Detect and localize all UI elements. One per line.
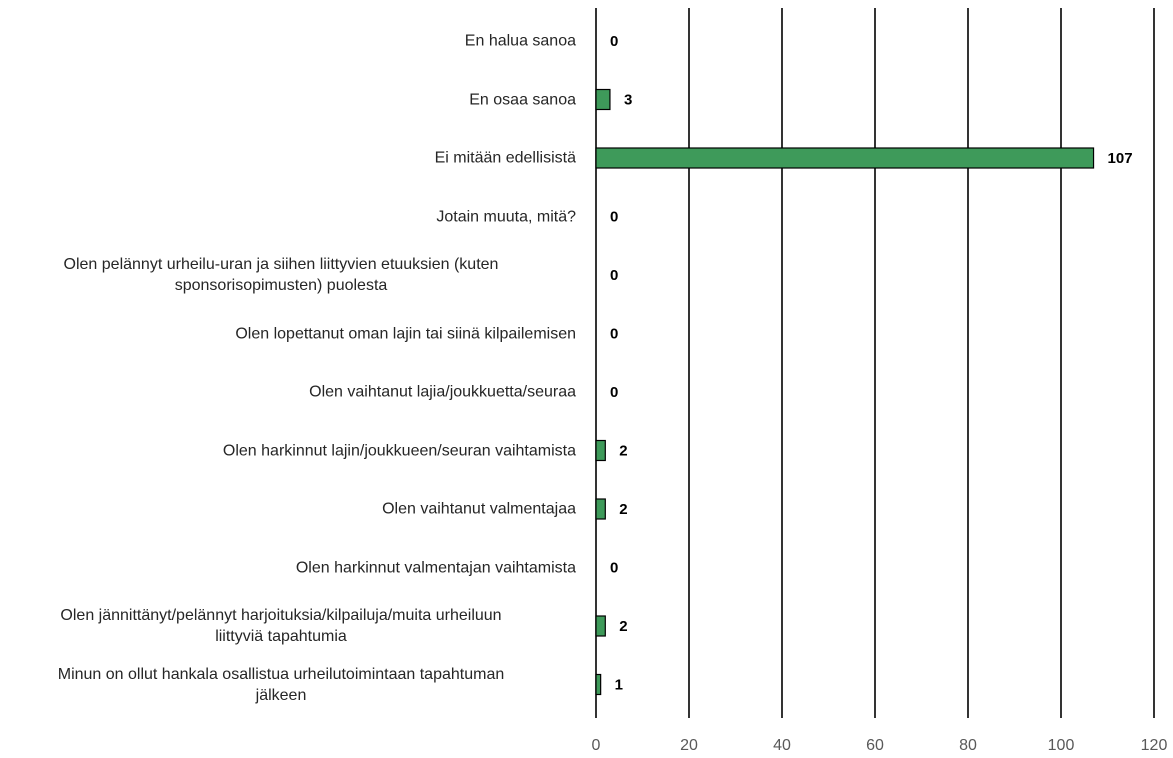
x-tick-label: 0 [591, 737, 601, 754]
category-label-line: Minun on ollut hankala osallistua urheilutoimintaan tapahtuman [57, 665, 505, 683]
category-label [0, 148, 576, 169]
gridlines [596, 8, 1154, 718]
category-label-line: sponsorisopimusten) puolesta [174, 277, 388, 294]
category-label [0, 440, 576, 461]
value-label: 0 [610, 325, 619, 343]
x-tick-label: 20 [680, 737, 698, 754]
value-label: 0 [610, 384, 619, 401]
category-label [0, 605, 576, 647]
category-label-line: liittyviä tapahtumia [215, 628, 347, 645]
category-label [0, 499, 576, 520]
category-label-line: Olen vaihtanut lajia/joukkuetta/seuraa [309, 383, 576, 401]
category-label [0, 254, 576, 296]
category-label-line: Olen jännittänyt/pelännyt harjoituksia/kilpailuja/muita urheiluun [60, 607, 502, 624]
value-label: 2 [619, 442, 628, 460]
value-label: 2 [619, 501, 628, 518]
category-label-line: Ei mitään edellisistä [434, 149, 576, 167]
value-label: 3 [623, 91, 633, 109]
category-label-line: jälkeen [255, 686, 307, 704]
bar [596, 675, 601, 695]
bar [596, 499, 605, 519]
category-label [0, 382, 576, 403]
bar [596, 441, 605, 461]
category-label-line: Olen harkinnut lajin/joukkueen/seuran vaihtamista [222, 442, 576, 459]
category-label-line: Olen harkinnut valmentajan vaihtamista [295, 559, 576, 576]
x-tick-label: 60 [866, 737, 884, 754]
bars [596, 90, 1094, 695]
bar [596, 148, 1094, 168]
value-label: 0 [610, 33, 619, 50]
category-label [0, 89, 576, 110]
category-label-line: Olen lopettanut oman lajin tai siinä kilpailemisen [235, 325, 576, 342]
x-tick-label: 100 [1047, 737, 1075, 754]
x-tick-label: 40 [773, 737, 791, 754]
bar [596, 616, 605, 636]
category-label-line: En halua sanoa [464, 32, 576, 50]
category-label [0, 664, 576, 706]
value-label: 2 [619, 618, 628, 635]
bar [596, 90, 610, 110]
category-label-line: En osaa sanoa [469, 91, 576, 108]
value-label: 0 [610, 559, 619, 577]
category-label [0, 31, 576, 52]
value-label: 107 [1107, 150, 1133, 167]
value-label: 1 [614, 676, 623, 694]
category-label-line: Olen vaihtanut valmentajaa [382, 500, 576, 518]
category-label [0, 323, 576, 344]
x-tick-label: 120 [1140, 737, 1168, 754]
x-tick-label: 80 [959, 737, 977, 754]
category-label-line: Olen pelännyt urheilu-uran ja siihen liittyvien etuuksien (kuten [63, 256, 499, 273]
category-label [0, 206, 576, 227]
x-axis-tick-labels [592, 737, 1168, 754]
category-label [0, 557, 576, 578]
value-label: 0 [610, 208, 619, 226]
value-label: 0 [610, 267, 619, 284]
category-label-line: Jotain muuta, mitä? [436, 208, 576, 225]
